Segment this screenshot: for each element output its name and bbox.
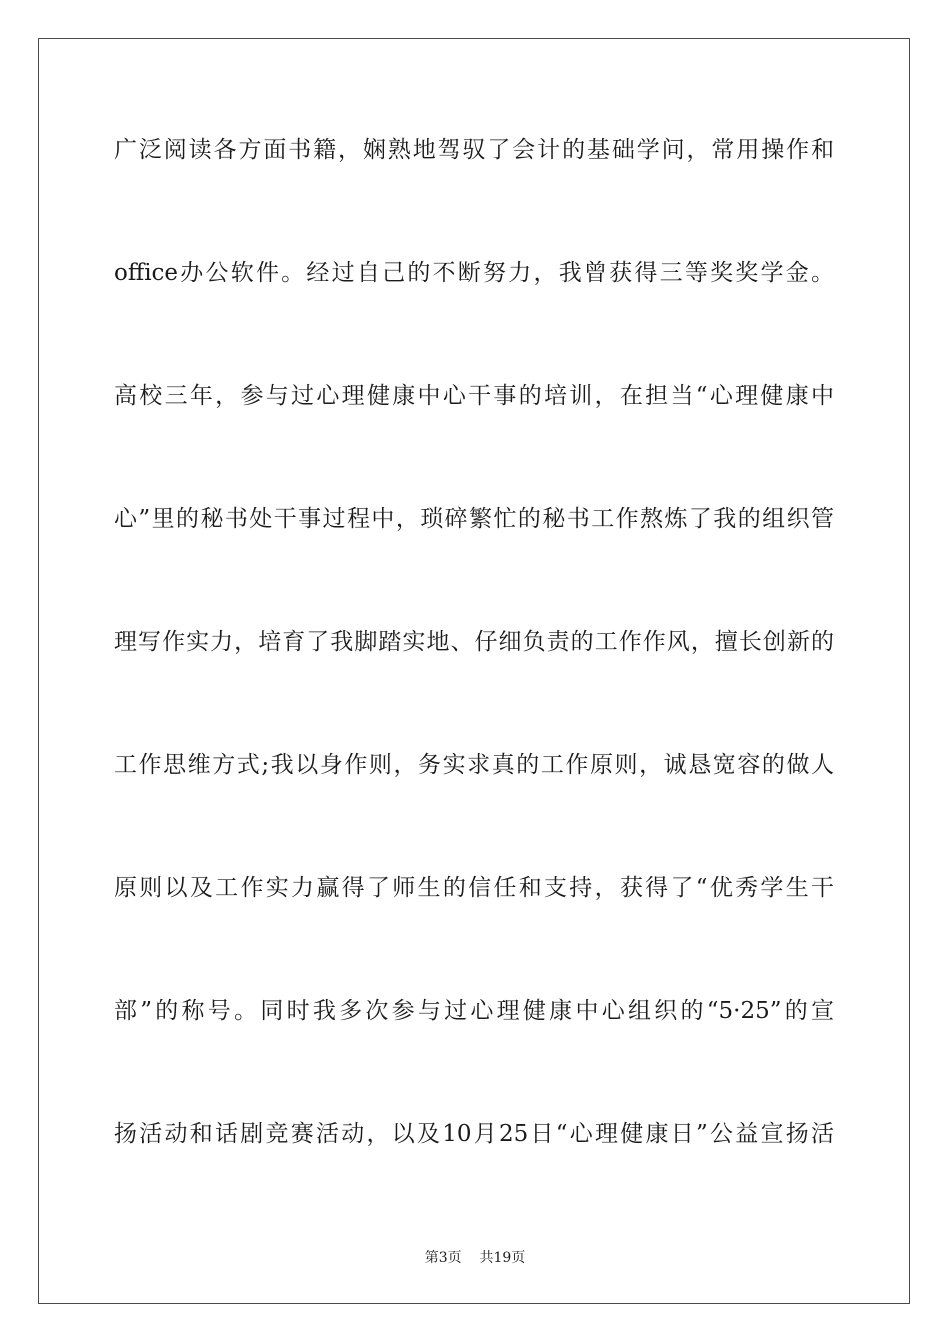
text-line: office办公软件。经过自己的不断努力，我曾获得三等奖奖学金。 [114, 260, 834, 286]
text-line: 部”的称号。同时我多次参与过心理健康中心组织的“5·25”的宣 [114, 998, 834, 1024]
text-line: 心”里的秘书处干事过程中，琐碎繁忙的秘书工作熬炼了我的组织管 [114, 506, 834, 532]
document-body [114, 118, 834, 1225]
text-line: 工作思维方式;我以身作则，务实求真的工作原则，诚恳宽容的做人 [114, 752, 834, 778]
page-footer [0, 1247, 950, 1267]
page-total: 共19页 [479, 1250, 526, 1266]
text-line: 扬活动和话剧竞赛活动，以及10月25日“心理健康日”公益宣扬活 [114, 1121, 834, 1147]
page-number: 第3页 [424, 1250, 462, 1266]
text-line: 广泛阅读各方面书籍，娴熟地驾驭了会计的基础学问，常用操作和 [114, 137, 834, 163]
text-line: 理写作实力，培育了我脚踏实地、仔细负责的工作作风，擅长创新的 [114, 629, 834, 655]
text-line: 原则以及工作实力赢得了师生的信任和支持，获得了“优秀学生干 [114, 875, 834, 901]
text-line: 高校三年，参与过心理健康中心干事的培训，在担当“心理健康中 [114, 383, 834, 409]
